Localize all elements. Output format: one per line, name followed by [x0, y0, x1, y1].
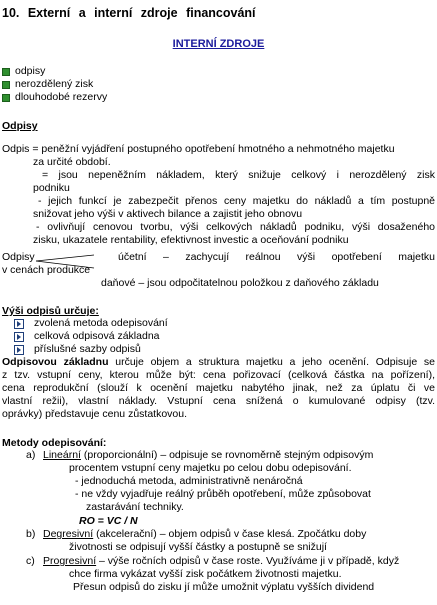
method-c-line: Progresivní – výše ročních odpisů v čase roste. Využíváme ji v případě, když [43, 555, 400, 567]
bullet-square-icon [2, 94, 10, 102]
method-a-line: zastarávání techniky. [86, 501, 184, 513]
bullet-arrow-icon [14, 332, 24, 342]
zakladna-line: z tzv. vstupní ceny, kterou může být: cena pořizovací (celková částka na pořízení), [2, 369, 435, 381]
odpis-definition-line: - ovlivňují cenovou tvorbu, výši celkových nákladů podniku, výši dosaženého [36, 221, 435, 233]
zakladna-line: cena reprodukční (slouží k ocenění majetku nabytého jinak, než za úplatu či ve [2, 382, 435, 394]
method-a-line: procentem vstupní ceny majetku po celou dobu odepisování. [69, 462, 352, 474]
method-a-line: - jednoduchá metoda, administrativně nenáročná [75, 475, 303, 487]
ucetni-continuation: v cenách produkce [2, 264, 91, 276]
method-name: Progresivní [43, 555, 97, 567]
method-b-line: Degresivní (akcelerační) – objem odpisů v čase klesá. Zpočátku doby [43, 528, 367, 540]
list-item: zvolená metoda odepisování [34, 317, 168, 329]
method-marker: b) [26, 528, 36, 540]
method-a-line: - ne vždy vyjadřuje reálný průběh opotřebení, může způsobovat [75, 488, 371, 500]
metody-heading: Metody odepisování: [2, 437, 107, 449]
method-c-line: Přesun odpisů do zisku jí může umožnit výplatu vyšších dividend [73, 581, 375, 593]
page-title: 10. Externí a interní zdroje financování [2, 6, 256, 20]
list-item: celková odpisová základna [34, 330, 160, 342]
odpisy-label: Odpisy [2, 251, 35, 263]
zakladna-line: oprávky) představuje cenu zůstatkovou. [2, 408, 188, 420]
zakladna-term: Odpisovou základnu [2, 356, 109, 368]
zakladna-line: Odpisovou základnu určuje objem a struktura majetku a jeho ocenění. Odpisuje se [2, 356, 435, 368]
method-b-line: životnosti se odpisují vyšší částky a postupně se snižují [69, 541, 327, 553]
method-name: Lineární [43, 449, 81, 461]
danove-line: daňové – jsou odpočitatelnou položkou z daňového základu [101, 277, 379, 289]
odpis-definition-line: podniku [33, 182, 70, 194]
method-marker: a) [26, 449, 36, 461]
odpis-definition-line: snižovat jeho výši v aktivech bilance a zajistit jeho obnovu [33, 208, 303, 220]
odpis-definition-line: za určité období. [33, 156, 111, 168]
bullet-arrow-icon [14, 319, 24, 329]
formula: RO = VC / N [79, 515, 138, 527]
odpis-definition-line: Odpis = peněžní vyjádření postupného opotřebení hmotného a nehmotného majetku [2, 143, 395, 155]
list-item: odpisy [15, 65, 46, 77]
odpisy-heading: Odpisy [2, 120, 38, 132]
bullet-square-icon [2, 68, 10, 76]
vyse-heading: Výši odpisů určuje: [2, 305, 99, 317]
list-item: dlouhodobé rezervy [15, 91, 108, 103]
bullet-arrow-icon [14, 345, 24, 355]
method-a-line: Lineární (proporcionální) – odpisuje se rovnoměrně stejným odpisovým [43, 449, 374, 461]
list-item: nerozdělený zisk [15, 78, 94, 90]
method-marker: c) [26, 555, 35, 567]
odpis-definition-line: = jsou nepeněžním nákladem, který snižuje celkový i nerozdělený zisk [42, 169, 435, 181]
section-heading: INTERNÍ ZDROJE [172, 38, 265, 50]
odpis-definition-line: zisku, ukazatele rentability, efektivnost investic a oceňování podniku [33, 234, 349, 246]
ucetni-line: účetní – zachycují reálnou výši opotřebení majetku [118, 251, 435, 263]
odpis-definition-line: - jejich funkcí je zabezpečit přenos ceny majetku do nákladů a tím postupně [38, 195, 435, 207]
zakladna-line: vlastní režii), vlastní náklady. Vstupní cena snížená o kumulované odpisy (tzv. [2, 395, 435, 407]
bullet-square-icon [2, 81, 10, 89]
list-item: příslušné sazby odpisů [34, 343, 141, 355]
method-name: Degresivní [43, 528, 94, 540]
method-c-line: chce firma vykázat vyšší zisk počátkem životnosti majetku. [69, 568, 342, 580]
